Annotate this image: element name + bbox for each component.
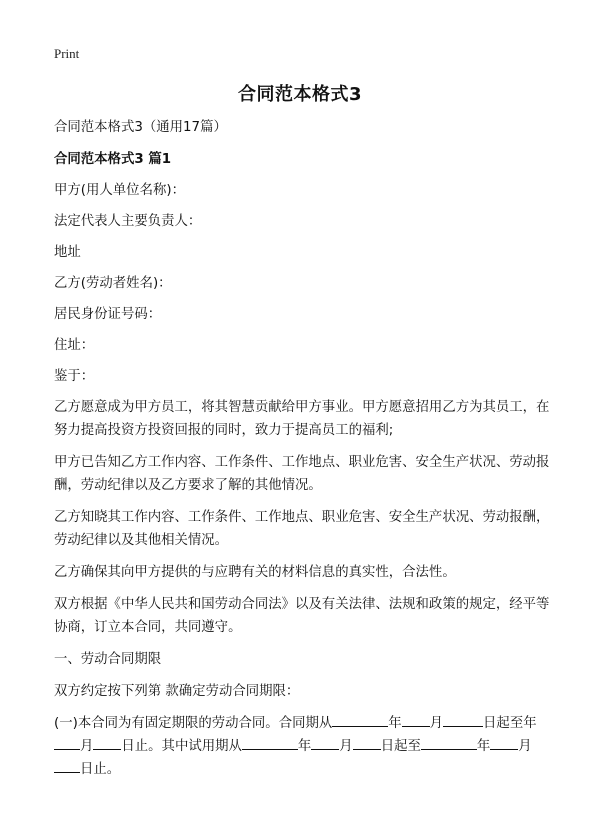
section-heading: 合同范本格式3 篇1 [54, 152, 172, 167]
clause-year-label: 年 [476, 739, 491, 754]
clause-year-label: 年 [388, 716, 402, 731]
clause-month-label: 月 [518, 739, 532, 754]
clause-day-label: 日起至 [380, 739, 421, 754]
clause-heading: 一、劳动合同期限 [54, 652, 162, 667]
paragraph-party-b-aware: 乙方知晓其工作内容、工作条件、工作地点、职业危害、安全生产状况、劳动报酬，劳动纪律以及其他相关情况。 [54, 510, 550, 548]
blank-line [332, 712, 388, 727]
blank-line [421, 735, 477, 750]
print-link[interactable]: Print [54, 46, 80, 61]
clause-month-label: 月 [80, 739, 94, 754]
field-address: 地址 [54, 245, 81, 260]
document-subtitle: 合同范本格式3（通用17篇） [54, 120, 227, 135]
field-id-number: 居民身份证号码： [54, 307, 162, 322]
document-title: 合同范本格式3 [237, 84, 363, 105]
field-party-b-name: 乙方(劳动者姓名)： [54, 276, 172, 291]
blank-line [490, 735, 518, 750]
blank-line [443, 712, 483, 727]
clause-month-label: 月 [429, 716, 444, 731]
clause-day-label: 日起至年 [483, 716, 537, 731]
blank-line [54, 735, 80, 750]
blank-line [242, 735, 298, 750]
paragraph-intent: 乙方愿意成为甲方员工，将其智慧贡献给甲方事业。甲方愿意招用乙方为其员工，在努力提高投资方投资回报的同时，致力于提高员工的福利; [54, 400, 550, 438]
clause-end-label: 日止。其中试用期从 [121, 739, 242, 754]
blank-line [54, 758, 80, 773]
paragraph-legal-basis: 双方根据《中华人民共和国劳动合同法》以及有关法律、法规和政策的规定，经平等协商，订立本合同，共同遵守。 [54, 597, 550, 635]
field-whereas: 鉴于： [54, 369, 95, 384]
clause-item-fixed-term [54, 712, 554, 781]
blank-line [93, 735, 121, 750]
paragraph-party-a-informed: 甲方已告知乙方工作内容、工作条件、工作地点、职业危害、安全生产状况、劳动报酬，劳动纪律以及乙方要求了解的其他情况。 [54, 455, 550, 493]
clause-year-label: 年 [297, 739, 312, 754]
blank-line [311, 735, 339, 750]
clause-intro: 双方约定按下列第 款确定劳动合同期限： [54, 684, 300, 699]
field-legal-representative: 法定代表人主要负责人： [54, 214, 202, 229]
blank-line [353, 735, 381, 750]
document-body [54, 116, 554, 790]
blank-line [402, 712, 430, 727]
clause-month-label: 月 [339, 739, 353, 754]
clause-item-prefix: (一)本合同为有固定期限的劳动合同。合同期从 [54, 716, 333, 731]
clause-end-label: 日止。 [80, 762, 121, 777]
field-residence: 住址： [54, 338, 95, 353]
field-party-a-name: 甲方(用人单位名称)： [54, 183, 185, 198]
paragraph-authenticity: 乙方确保其向甲方提供的与应聘有关的材料信息的真实性，合法性。 [54, 565, 456, 580]
